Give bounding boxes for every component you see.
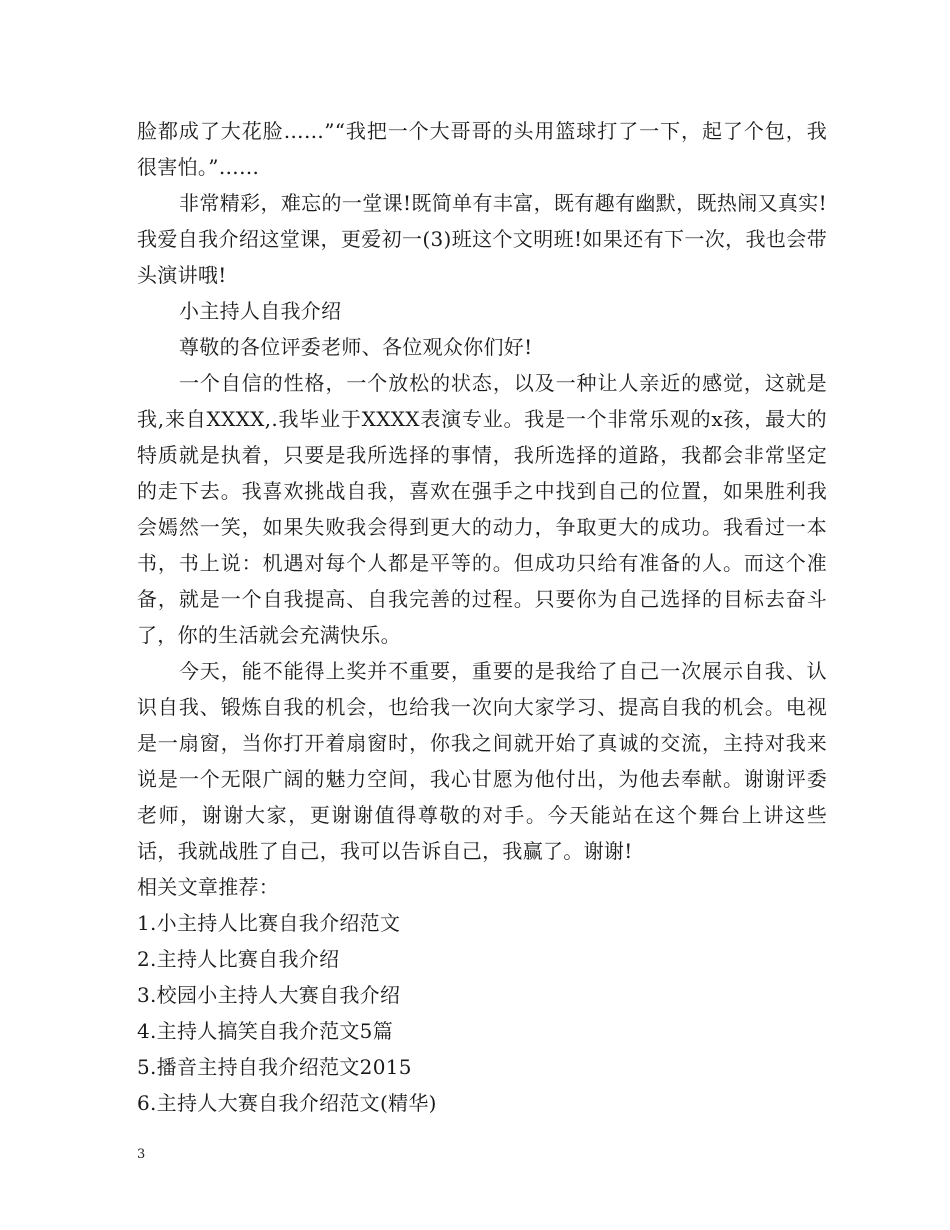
- document-body: [137, 113, 827, 1121]
- paragraph-self-intro: 一个自信的性格，一个放松的状态，以及一种让人亲近的感觉，这就是我,来自XXXX,.我毕业于XXXX表演专业。我是一个非常乐观的x孩，最大的特质就是执着，只要是我所选择的事情，我所选择的道路，我都会非常坚定的走下去。我喜欢挑战自我，喜欢在强手之中找到自己的位置，如果胜利我会嫣然一笑，如果失败我会得到更大的动力，争取更大的成功。我看过一本书，书上说：机遇对每个人都是平等的。但成功只给有准备的人。而这个准备，就是一个自我提高、自我完善的过程。只要你为自己选择的目标去奋斗了，你的生活就会充满快乐。: [137, 371, 827, 647]
- paragraph-class-review: 非常精彩，难忘的一堂课!既简单有丰富，既有趣有幽默，既热闹又真实!我爱自我介绍这堂课，更爱初一(3)班这个文明班!如果还有下一次，我也会带头演讲哦!: [137, 191, 827, 287]
- related-article-link[interactable]: 4.主持人搞笑自我介范文5篇: [137, 1019, 394, 1043]
- paragraph-greeting: 尊敬的各位评委老师、各位观众你们好!: [179, 335, 533, 359]
- related-articles-title: 相关文章推荐：: [137, 875, 280, 899]
- paragraph-continuation: 脸都成了大花脸……”“我把一个大哥哥的头用篮球打了一下，起了个包，我很害怕。”……: [137, 119, 827, 179]
- related-article-link[interactable]: 5.播音主持自我介绍范文2015: [137, 1055, 412, 1079]
- related-article-link[interactable]: 2.主持人比赛自我介绍: [137, 947, 340, 971]
- related-article-link[interactable]: 6.主持人大赛自我介绍范文(精华): [137, 1091, 437, 1115]
- related-articles-list: [137, 905, 827, 1121]
- related-article-link[interactable]: 1.小主持人比赛自我介绍范文: [137, 911, 401, 935]
- section-heading: 小主持人自我介绍: [179, 299, 342, 323]
- related-article-link[interactable]: 3.校园小主持人大赛自我介绍: [137, 983, 401, 1007]
- page-number: 3: [137, 1147, 146, 1162]
- paragraph-closing: 今天，能不能得上奖并不重要，重要的是我给了自己一次展示自我、认识自我、锻炼自我的机会，也给我一次向大家学习、提高自我的机会。电视是一扇窗，当你打开着扇窗时，你我之间就开始了真诚的交流，主持对我来说是一个无限广阔的魅力空间，我心甘愿为他付出，为他去奉献。谢谢评委老师，谢谢大家，更谢谢值得尊敬的对手。今天能站在这个舞台上讲这些话，我就战胜了自己，我可以告诉自己，我赢了。谢谢!: [137, 659, 827, 863]
